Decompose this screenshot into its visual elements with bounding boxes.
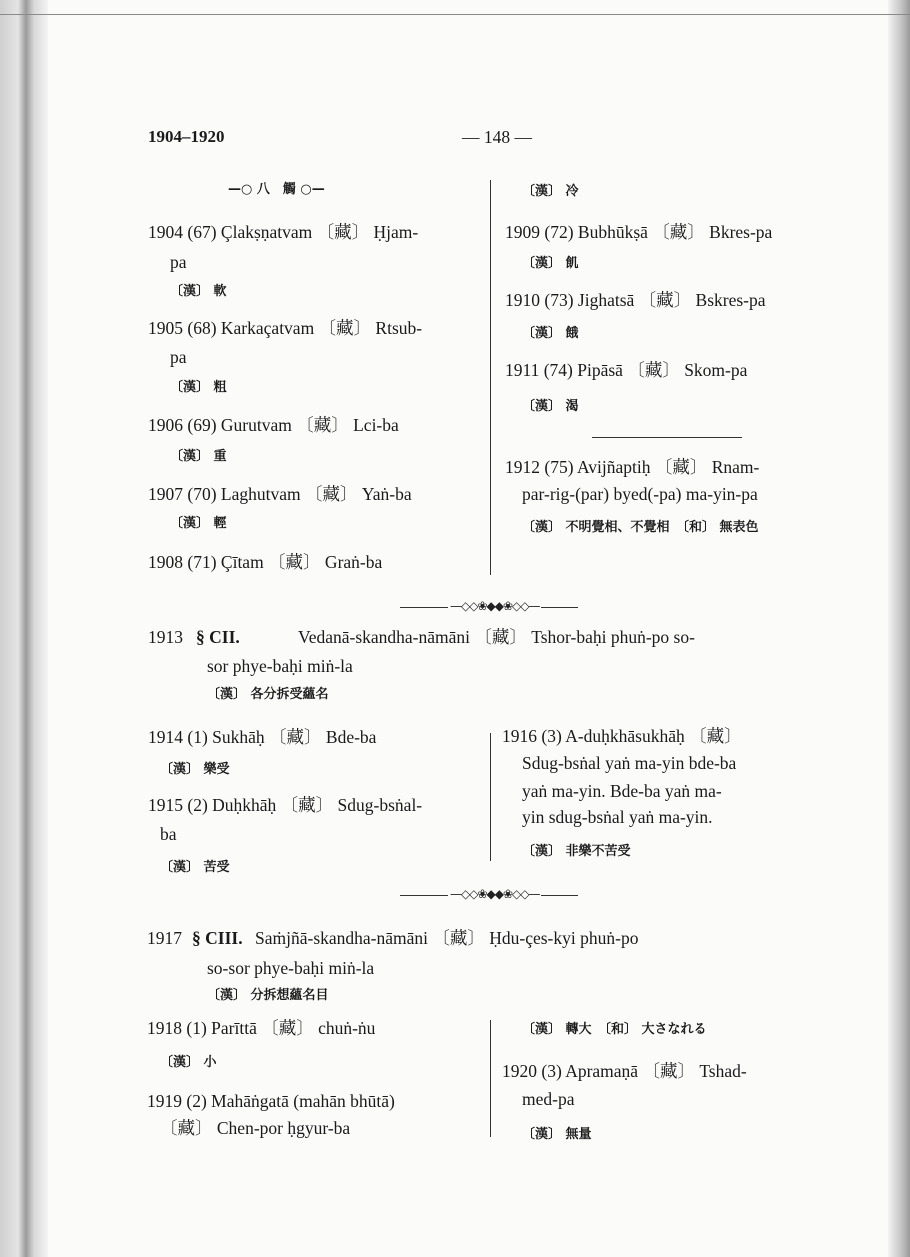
chinese-gloss: 〔漢〕 苦受 xyxy=(160,860,230,875)
chinese-gloss: 〔漢〕 重 xyxy=(170,449,227,464)
chinese-gloss: 〔漢〕 非樂不苦受 xyxy=(522,844,631,859)
page-number: — 148 — xyxy=(462,127,532,147)
chinese-gloss: 〔漢〕 無量 xyxy=(522,1127,592,1142)
entry-1920: 1920 (3) Apramaṇā 〔藏〕 Tshad- xyxy=(502,1061,747,1081)
chinese-gloss: 〔漢〕 飢 xyxy=(522,256,579,271)
entry-1915: 1915 (2) Duḥkhāḥ 〔藏〕 Sdug-bsṅal- xyxy=(148,795,423,815)
chinese-gloss: 〔漢〕 軟 xyxy=(170,284,227,299)
entry-1919: 1919 (2) Mahāṅgatā (mahān bhūtā) xyxy=(147,1091,395,1111)
entry-1918: 1918 (1) Parīttā 〔藏〕 chuṅ-ṅu xyxy=(147,1018,376,1038)
entry-1913: Vedanā-skandha-nāmāni 〔藏〕 Tshor-baḥi phuṅ-po so- xyxy=(298,627,695,647)
section-title: —○ 八 觸 ○— xyxy=(228,182,325,197)
entry-1910: 1910 (73) Jighatsā 〔藏〕 Bskres-pa xyxy=(505,290,766,310)
column-divider xyxy=(490,733,491,861)
section-heading: § CII. xyxy=(196,627,240,647)
chinese-gloss: 〔漢〕 樂受 xyxy=(160,762,230,777)
chinese-gloss: 〔漢〕 轉大 〔和〕 大さなれる xyxy=(522,1022,707,1037)
entry-line: med-pa xyxy=(522,1089,575,1109)
entry-line: Sdug-bsṅal yaṅ ma-yin bde-ba xyxy=(522,753,737,773)
chinese-gloss: 〔漢〕 餓 xyxy=(522,326,579,341)
entry-1911: 1911 (74) Pipāsā 〔藏〕 Skom-pa xyxy=(505,360,748,380)
entry-line: so-sor phye-baḥi miṅ-la xyxy=(207,958,375,978)
separator-rule xyxy=(592,437,742,438)
chinese-gloss: 〔漢〕 渴 xyxy=(522,399,579,414)
chinese-gloss: 〔漢〕 粗 xyxy=(170,380,227,395)
entry-line: sor phye-baḥi miṅ-la xyxy=(207,656,353,676)
entry-line: 〔藏〕 Chen-por ḥgyur-ba xyxy=(160,1118,351,1138)
entry-1909: 1909 (72) Bubhūkṣā 〔藏〕 Bkres-pa xyxy=(505,222,773,242)
scan-edge-top xyxy=(0,14,910,15)
entry-line: pa xyxy=(170,252,187,272)
entry-1906: 1906 (69) Gurutvam 〔藏〕 Lci-ba xyxy=(148,415,399,435)
entry-line: yaṅ ma-yin. Bde-ba yaṅ ma- xyxy=(522,781,722,801)
entry-1908: 1908 (71) Çītam 〔藏〕 Graṅ-ba xyxy=(148,552,383,572)
section-heading: § CIII. xyxy=(192,928,243,948)
chinese-gloss: 〔漢〕 冷 xyxy=(522,184,579,199)
entry-line: ba xyxy=(160,824,177,844)
entry-1917: Saṁjñā-skandha-nāmāni 〔藏〕 Ḥdu-çes-kyi phuṅ-po xyxy=(255,928,639,948)
chinese-gloss: 〔漢〕 輕 xyxy=(170,516,227,531)
chinese-gloss: 〔漢〕 各分拆受蘊名 xyxy=(207,687,329,702)
entry-1912: 1912 (75) Avijñaptiḥ 〔藏〕 Rnam- xyxy=(505,457,760,477)
chinese-gloss: 〔漢〕 小 xyxy=(160,1055,217,1070)
column-divider xyxy=(490,180,491,575)
entry-line: pa xyxy=(170,347,187,367)
column-divider xyxy=(490,1020,491,1137)
entry-1917-number: 1917 xyxy=(147,928,182,948)
entry-1905: 1905 (68) Karkaçatvam 〔藏〕 Rtsub- xyxy=(148,318,423,338)
entry-1913-number: 1913 xyxy=(148,627,183,647)
entry-1914: 1914 (1) Sukhāḥ 〔藏〕 Bde-ba xyxy=(148,727,377,747)
scan-edge-right xyxy=(888,0,910,1257)
chinese-gloss: 〔漢〕 不明覺相、不覺相 〔和〕 無表色 xyxy=(522,520,759,535)
entry-line: par-rig-(par) byed(-pa) ma-yin-pa xyxy=(522,484,758,504)
entry-1907: 1907 (70) Laghutvam 〔藏〕 Yaṅ-ba xyxy=(148,484,412,504)
entry-1904: 1904 (67) Çlakṣṇatvam 〔藏〕 Ḥjam- xyxy=(148,222,419,242)
entry-range: 1904–1920 xyxy=(148,127,225,146)
entry-1916: 1916 (3) A-duḥkhāsukhāḥ 〔藏〕 xyxy=(502,726,742,746)
entry-line: yin sdug-bsṅal yaṅ ma-yin. xyxy=(522,807,713,827)
ornament: —◇◇❀◆◆❀◇◇— xyxy=(450,599,540,613)
scan-edge-left xyxy=(0,0,48,1257)
ornament: —◇◇❀◆◆❀◇◇— xyxy=(450,887,540,901)
chinese-gloss: 〔漢〕 分拆想蘊名目 xyxy=(207,988,329,1003)
